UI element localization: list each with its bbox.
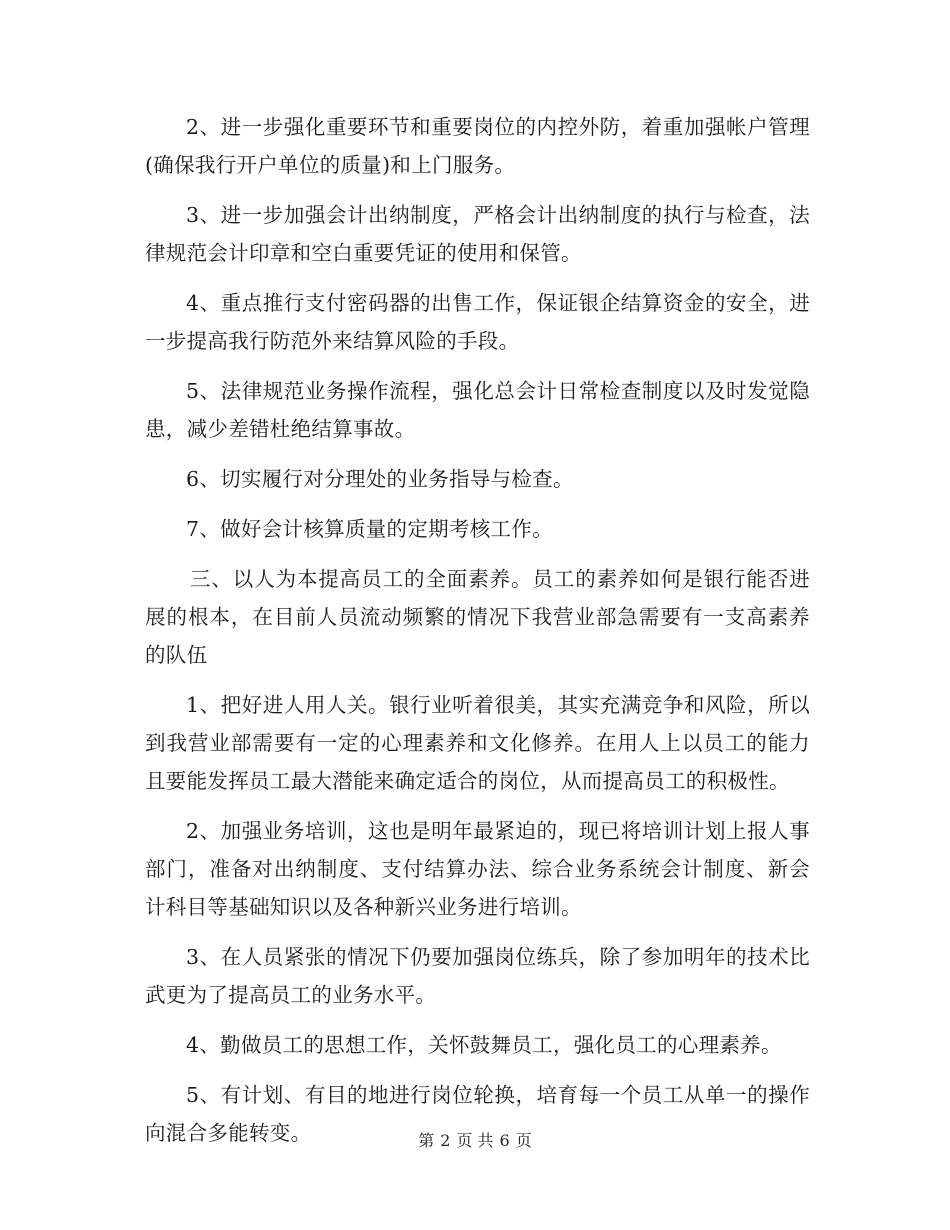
paragraph-item-3: 3、进一步加强会计出纳制度，严格会计出纳制度的执行与检查，法律规范会计印章和空白重要凭证的使用和保管。 — [145, 203, 810, 265]
footer-middle: 页 共 — [456, 1131, 494, 1150]
paragraph-item-4: 4、重点推行支付密码器的出售工作，保证银企结算资金的安全，进一步提高我行防范外来结算风险的手段。 — [145, 291, 810, 353]
footer-suffix: 页 — [515, 1131, 532, 1150]
paragraph-item-7: 7、做好会计核算质量的定期考核工作。 — [186, 517, 553, 541]
paragraph-item-5: 5、法律规范业务操作流程，强化总会计日常检查制度以及时发觉隐患，减少差错杜绝结算事故。 — [145, 379, 810, 441]
paragraph-staff-5: 5、有计划、有目的地进行岗位轮换，培育每一个员工从单一的操作向混合多能转变。 — [145, 1083, 810, 1145]
footer-total-pages: 6 — [499, 1131, 510, 1150]
section-heading-paragraph: 三、以人为本提高员工的全面素养。员工的素养如何是银行能否进展的根本，在目前人员流动频繁的情况下我营业部急需要有一支高素养的队伍 — [145, 567, 810, 667]
paragraph-staff-3: 3、在人员紧张的情况下仍要加强岗位练兵，除了参加明年的技术比武更为了提高员工的业务水平。 — [145, 945, 810, 1007]
paragraph-item-2: 2、进一步强化重要环节和重要岗位的内控外防，着重加强帐户管理(确保我行开户单位的质量)和上门服务。 — [145, 115, 810, 177]
document-body — [145, 108, 810, 1164]
paragraph-staff-2: 2、加强业务培训，这也是明年最紧迫的，现已将培训计划上报人事部门，准备对出纳制度、支付结算办法、综合业务系统会计制度、新会计科目等基础知识以及各种新兴业务进行培训。 — [145, 819, 810, 919]
paragraph-item-6: 6、切实履行对分理处的业务指导与检查。 — [186, 467, 574, 491]
paragraph-staff-4: 4、勤做员工的思想工作，关怀鼓舞员工，强化员工的心理素养。 — [186, 1033, 782, 1057]
footer-current-page: 2 — [440, 1131, 451, 1150]
page-footer — [0, 1128, 950, 1151]
paragraph-staff-1: 1、把好进人用人关。银行业听着很美，其实充满竞争和风险，所以到我营业部需要有一定的心理素养和文化修养。在用人上以员工的能力且要能发挥员工最大潜能来确定适合的岗位，从而提高员工的积极性。 — [145, 693, 810, 793]
footer-prefix: 第 — [418, 1131, 435, 1150]
